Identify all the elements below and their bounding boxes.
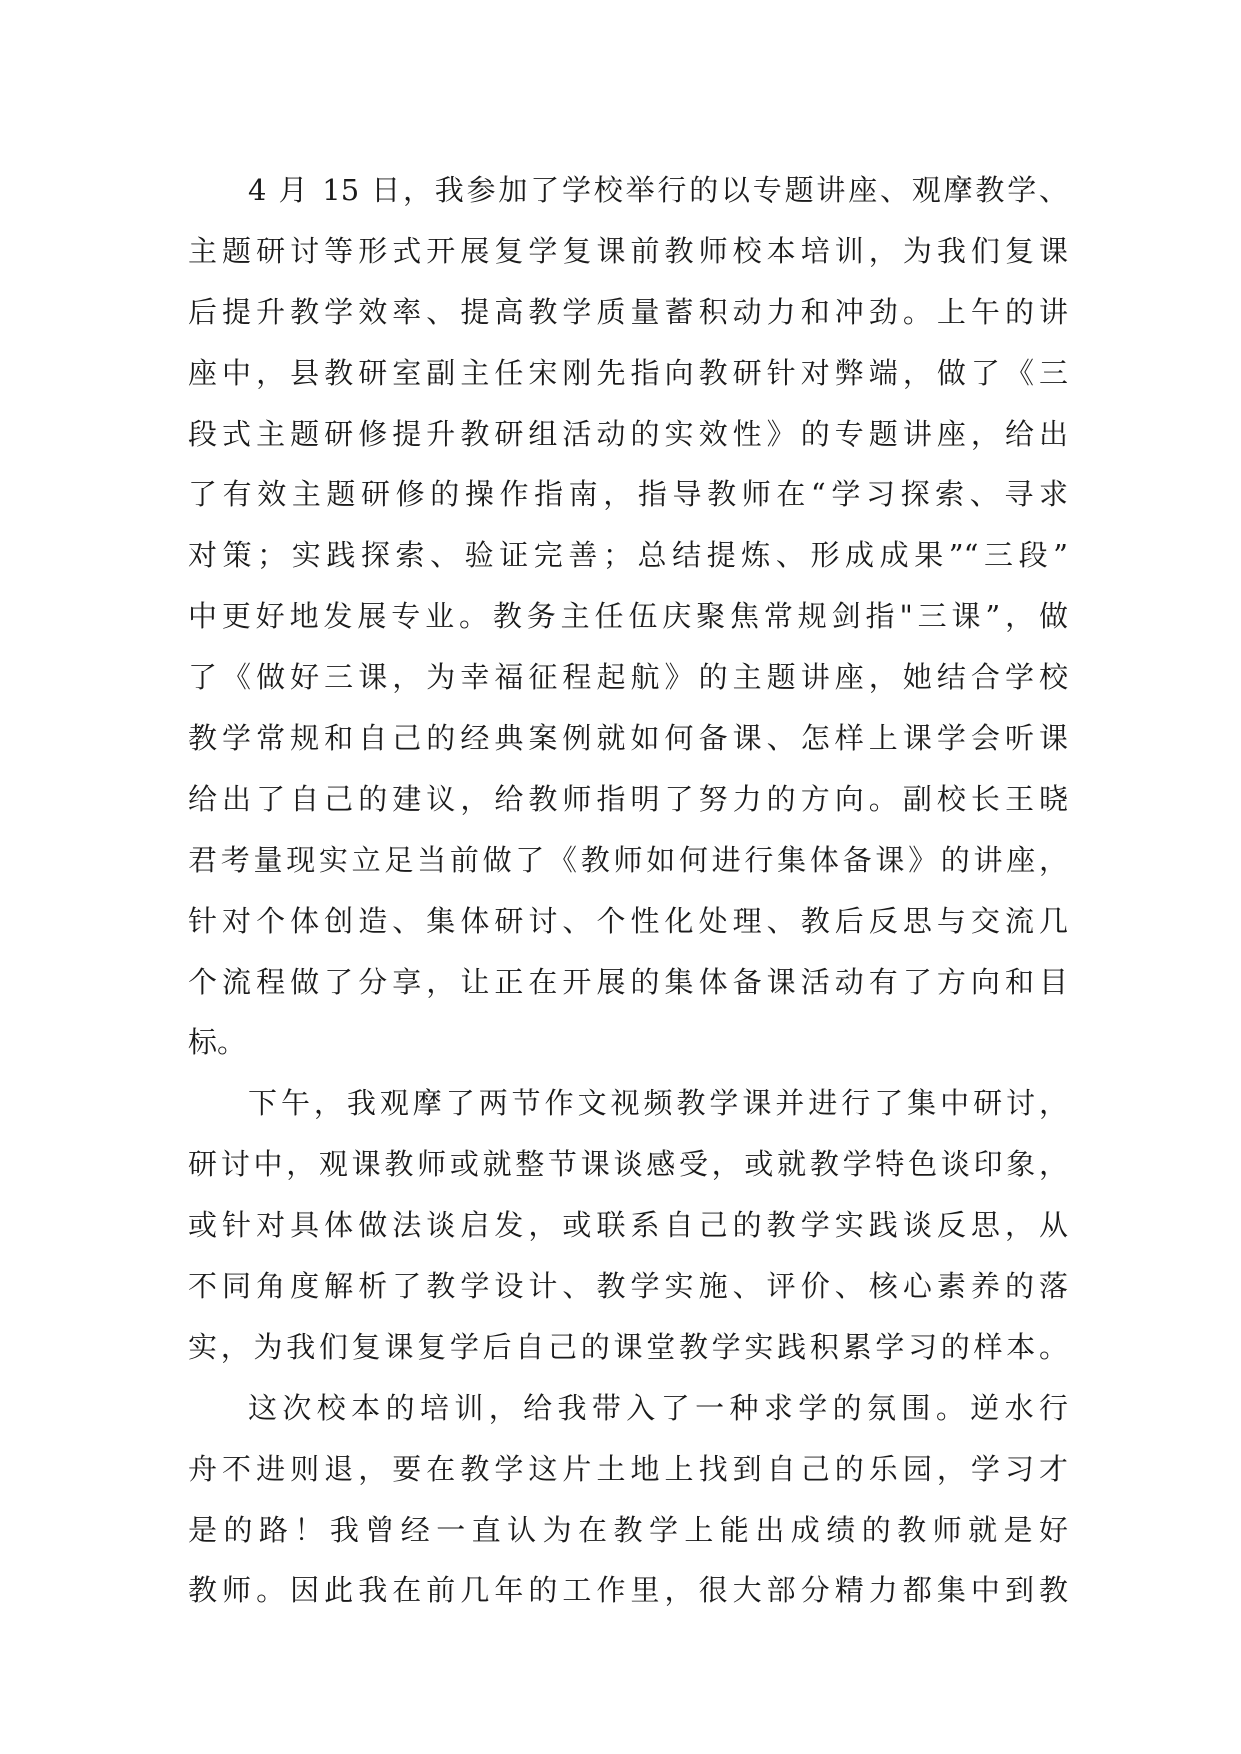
document-body: [188, 160, 1068, 1621]
paragraph-line: 教师。因此我在前几年的工作里，很大部分精力都集中到教: [188, 1573, 1068, 1608]
paragraph-line: 给出了自己的建议，给教师指明了努力的方向。副校长王晓: [188, 781, 1068, 816]
paragraph-line: 不同角度解析了教学设计、教学实施、评价、核心素养的落: [188, 1269, 1068, 1304]
paragraph-line: 下午，我观摩了两节作文视频教学课并进行了集中研讨，: [248, 1086, 1068, 1121]
paragraph-line: 中更好地发展专业。教务主任伍庆聚焦常规剑指"三课”，做: [188, 599, 1068, 634]
paragraph-line: 个流程做了分享，让正在开展的集体备课活动有了方向和目: [188, 964, 1068, 999]
paragraph-line: 标。: [188, 1025, 247, 1060]
paragraph-line: 是的路！我曾经一直认为在教学上能出成绩的教师就是好: [188, 1512, 1068, 1547]
paragraph-line: 了有效主题研修的操作指南，指导教师在“学习探索、寻求: [188, 477, 1068, 512]
paragraph-line: 或针对具体做法谈启发，或联系自己的教学实践谈反思，从: [188, 1208, 1068, 1243]
paragraph-line: 研讨中，观课教师或就整节课谈感受，或就教学特色谈印象，: [188, 1147, 1068, 1182]
paragraph-line: 君考量现实立足当前做了《教师如何进行集体备课》的讲座，: [188, 842, 1068, 877]
paragraph-line: 舟不进则退，要在教学这片土地上找到自己的乐园，学习才: [188, 1451, 1068, 1486]
paragraph-line: 后提升教学效率、提高教学质量蓄积动力和冲劲。上午的讲: [188, 294, 1068, 329]
paragraph-3: [188, 1378, 1068, 1622]
paragraph-line: 4 月 15 日，我参加了学校举行的以专题讲座、观摩教学、: [248, 173, 1068, 207]
paragraph-line: 针对个体创造、集体研讨、个性化处理、教后反思与交流几: [188, 903, 1068, 938]
paragraph-1: [188, 160, 1068, 1073]
paragraph-line: 了《做好三课，为幸福征程起航》的主题讲座，她结合学校: [188, 660, 1068, 695]
paragraph-line: 实，为我们复课复学后自己的课堂教学实践积累学习的样本。: [188, 1329, 1068, 1364]
paragraph-line: 段式主题研修提升教研组活动的实效性》的专题讲座，给出: [188, 416, 1068, 451]
paragraph-2: [188, 1073, 1068, 1377]
paragraph-line: 主题研讨等形式开展复学复课前教师校本培训，为我们复课: [188, 233, 1068, 268]
paragraph-line: 教学常规和自己的经典案例就如何备课、怎样上课学会听课: [188, 721, 1068, 756]
paragraph-line: 对策；实践探索、验证完善；总结提炼、形成成果”“三段”: [188, 538, 1068, 573]
paragraph-line: 这次校本的培训，给我带入了一种求学的氛围。逆水行: [248, 1390, 1068, 1425]
paragraph-line: 座中，县教研室副主任宋刚先指向教研针对弊端，做了《三: [188, 355, 1068, 390]
